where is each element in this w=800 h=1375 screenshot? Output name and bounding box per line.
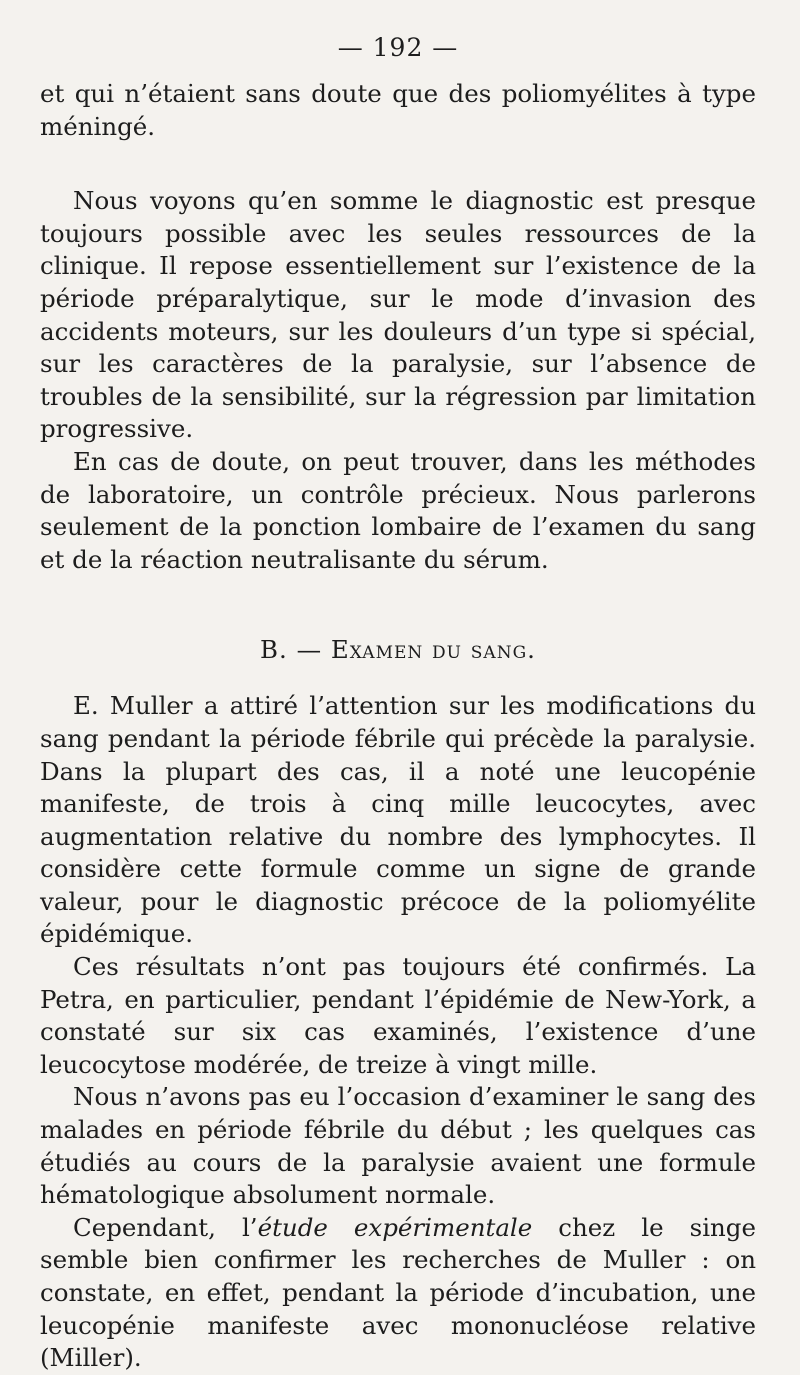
paragraph-muller: E. Muller a attiré l’attention sur les modifications du sang pendant la période fébrile qui précède la paralysie. Dans la plupart des cas, il a noté une leucopénie manifeste, de trois à cinq mille leucocytes, avec augmentation relative du nombre des lymphocytes. Il considère cette formule comme un signe de grande valeur, pour le diagnostic précoce de la poliomyélite épidémique.: [40, 691, 756, 949]
paragraph-experimental-end: chez le singe semble bien confirmer les recherches de Muller : on constate, en effet, pendant la période d’incubation, une leucopénie manifeste avec mononucléose relative (Miller).: [40, 1212, 756, 1373]
section-heading: [40, 634, 756, 666]
paragraph-experimental-start: Cependant, l’: [73, 1212, 258, 1242]
paragraph-experimental-italic: étude expérimentale: [257, 1212, 533, 1242]
page-number: — 192 —: [337, 33, 459, 62]
section-heading-label: B. —: [260, 635, 323, 665]
paragraph-continuation: et qui n’étaient sans doute que des poliomyélites à type méningé.: [40, 79, 756, 141]
paragraph-laboratory: En cas de doute, on peut trouver, dans les méthodes de laboratoire, un contrôle précieux. Nous parlerons seulement de la ponction lombaire de l’examen du sang et de la réaction neutralisante du sérum.: [40, 446, 756, 574]
paragraph-diagnostic: Nous voyons qu’en somme le diagnostic est presque toujours possible avec les seules ressources de la clinique. Il repose essentiellement sur l’existence de la période préparalytique, sur le mode d’invasion des accidents moteurs, sur les douleurs d’un type si spécial, sur les caractères de la paralysie, sur l’absence de troubles de la sensibilité, sur la régression par limitation progressive.: [40, 186, 756, 444]
paragraph-experimental: [40, 1212, 756, 1375]
paragraph-results: Ces résultats n’ont pas toujours été confirmés. La Petra, en particulier, pendant l’épidémie de New-York, a constaté sur six cas examinés, l’existence d’une leucocytose modérée, de treize à vingt mille.: [40, 952, 756, 1079]
section-heading-title: Examen du sang.: [330, 635, 536, 665]
paragraph-observations: Nous n’avons pas eu l’occasion d’examiner le sang des malades en période fébrile du début ; les quelques cas étudiés au cours de la paralysie avaient une formule hématologique absolument normale.: [40, 1082, 756, 1210]
book-page: [40, 28, 756, 1375]
